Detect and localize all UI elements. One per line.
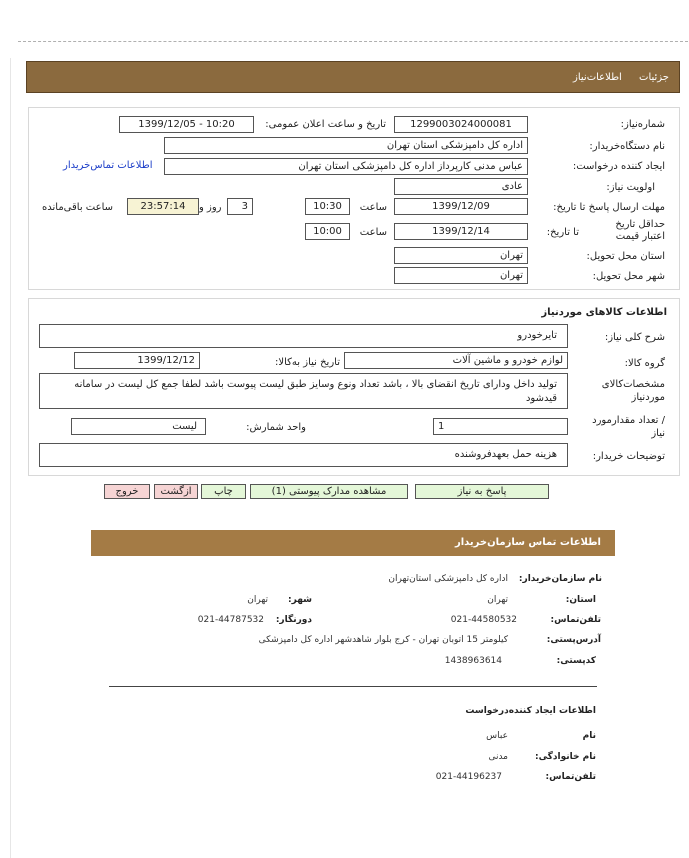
need-date-field: 1399/12/12: [74, 352, 200, 369]
goods-section-title: اطلاعات کالاهای موردنیاز: [541, 307, 667, 318]
requester-name-label: نام: [582, 731, 596, 741]
goods-spec-field: تولید داخل ودارای تاریخ انقضای بالا ، باشد تعداد ونوع وسایز طبق لیست پیوست باشد لطفا جمع کل لیست در سامانه قیدشود: [39, 373, 568, 409]
need-info-panel: [28, 107, 680, 290]
announce-label: تاریخ و ساعت اعلان عمومی:: [265, 119, 386, 130]
postal-value: 1438963614: [444, 656, 502, 666]
buyer-note-label: توضیحات خریدار:: [592, 451, 665, 462]
validity-label: حداقل تاریخ اعتبار قیمت: [615, 219, 665, 242]
org-value: اداره کل دامپزشکی استان‌تهران: [388, 574, 508, 584]
header-bar: [26, 61, 680, 93]
contact-province-label: استان:: [565, 595, 596, 605]
days-label: روز و: [199, 202, 222, 213]
back-button[interactable]: ازگشت: [154, 484, 198, 499]
requester-phone-label: تلفن‌تماس:: [545, 772, 596, 782]
remaining-time-field: 23:57:14: [127, 198, 199, 215]
qty-field: 1: [433, 418, 568, 435]
requester-phone-value: 021-44196237: [435, 772, 502, 782]
contact-province-value: تهران: [487, 595, 508, 605]
announce-date-field: 1399/12/05 - 10:20: [119, 116, 254, 133]
need-number-label: شماره‌نیاز:: [620, 119, 665, 130]
requester-name-value: عباس: [486, 731, 508, 741]
goods-desc-field: تایرخودرو: [39, 324, 568, 348]
buyer-note-field: هزینه حمل بعهدفروشنده: [39, 443, 568, 467]
deadline-date-field: 1399/12/09: [394, 198, 528, 215]
requester-family-value: مدنی: [488, 752, 508, 762]
validity-to-label: تا تاریخ:: [546, 227, 579, 238]
days-field: 3: [227, 198, 253, 215]
contact-divider: [109, 686, 597, 687]
city-label: شهر محل تحویل:: [592, 271, 665, 282]
buyer-field: اداره کل دامپزشکی استان تهران: [164, 137, 528, 154]
reply-button[interactable]: پاسخ به نیاز: [415, 484, 549, 499]
city-field: تهران: [394, 267, 528, 284]
postal-label: کدپستی:: [556, 656, 596, 666]
deadline-label: مهلت ارسال پاسخ تا تاریخ:: [553, 202, 665, 213]
exit-button[interactable]: خروج: [104, 484, 150, 499]
creator-field: عباس مدنی کارپرداز اداره کل دامپزشکی استان تهران: [164, 158, 528, 175]
fax-value: 021-44787532: [197, 615, 264, 625]
goods-group-field: لوازم خودرو و ماشین آلات: [344, 352, 568, 369]
address-label: آدرس‌پستی:: [546, 635, 601, 645]
province-label: استان محل تحویل:: [586, 251, 665, 262]
priority-field: عادی: [394, 178, 528, 195]
deadline-time-label: ساعت: [359, 202, 387, 213]
contact-phone-value: 021-44580532: [450, 615, 517, 625]
province-field: تهران: [394, 247, 528, 264]
view-docs-button[interactable]: مشاهده مدارک پیوستی (1): [250, 484, 408, 499]
contact-phone-label: تلفن‌تماس:: [550, 615, 601, 625]
fax-label: دورنگار:: [275, 615, 312, 625]
contact-section-header: [91, 530, 615, 556]
tab-need-info[interactable]: اطلاعات‌نیاز: [573, 72, 622, 83]
validity-time-label: ساعت: [359, 227, 387, 238]
requester-family-label: نام خانوادگی:: [534, 752, 596, 762]
goods-spec-label: مشخصات‌کالای موردنیاز: [601, 379, 665, 403]
validity-date-field: 1399/12/14: [394, 223, 528, 240]
address-value: کیلومتر 15 اتوبان تهران - کرج بلوار شاهدشهر اداره کل دامپزشکی: [258, 635, 508, 645]
requester-section-title: اطلاعات ایجاد کننده‌درخواست: [465, 706, 596, 716]
deadline-time-field: 10:30: [305, 198, 350, 215]
buyer-contact-link[interactable]: اطلاعات تماس‌خریدار: [63, 160, 153, 171]
need-date-label: تاریخ نیاز به‌کالا:: [275, 357, 340, 368]
contact-section-title: اطلاعات تماس سازمان‌خریدار: [454, 537, 601, 548]
validity-time-field: 10:00: [305, 223, 350, 240]
print-button[interactable]: چاپ: [201, 484, 246, 499]
unit-field: لیست: [71, 418, 206, 435]
remaining-label: ساعت باقی‌مانده: [42, 202, 114, 213]
priority-label: اولویت نیاز:: [606, 182, 655, 193]
contact-city-value: تهران: [247, 595, 268, 605]
buyer-label: نام دستگاه‌خریدار:: [589, 141, 665, 152]
left-border-line: [10, 58, 11, 858]
creator-label: ایجاد کننده درخواست:: [572, 161, 665, 172]
top-dashed-divider: [18, 41, 688, 42]
qty-label: / تعداد مقدارمورد نیاز: [592, 415, 665, 439]
need-number-field: 1299003024000081: [394, 116, 528, 133]
goods-group-label: گروه کالا:: [624, 358, 665, 369]
goods-desc-label: شرح کلی نیاز:: [604, 332, 665, 343]
tab-details[interactable]: جزئیات: [639, 72, 669, 83]
contact-city-label: شهر:: [288, 595, 312, 605]
unit-label: واحد شمارش:: [246, 422, 306, 433]
org-label: نام سازمان‌خریدار:: [518, 574, 602, 584]
